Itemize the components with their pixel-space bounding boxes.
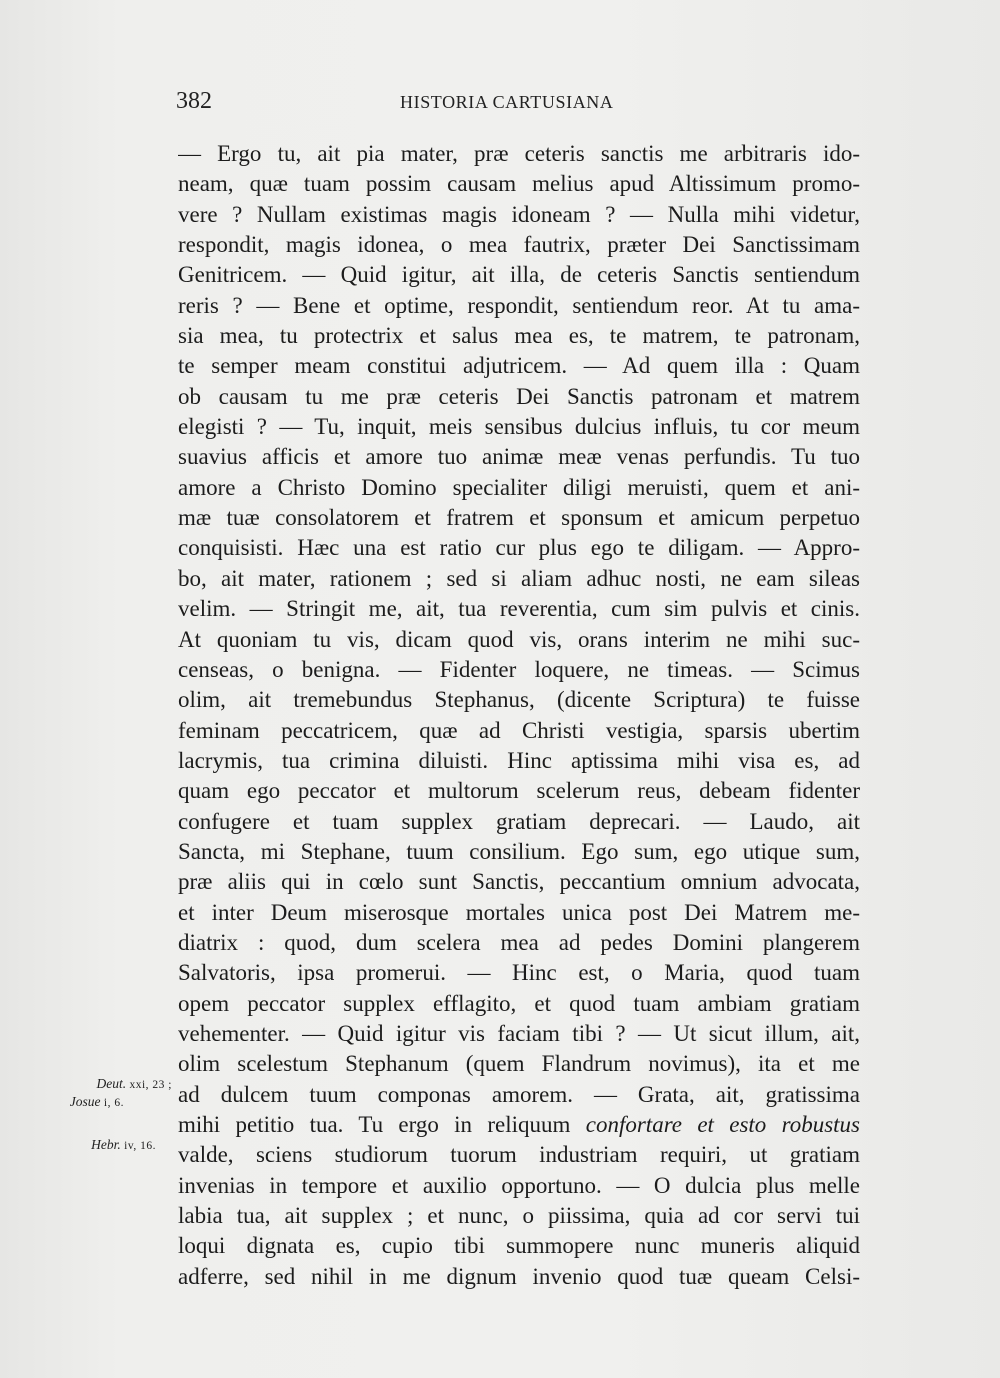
text-line: olim scelestum Stephanum (quem Flandrum novimus), ita et me [178,1051,860,1077]
text-line: opem peccator supplex efflagito, et quod tuam ambiam gratiam [178,990,860,1016]
text-line: sia mea, tu protectrix et salus mea es, te matrem, te patronam, [178,323,860,349]
text-line: mæ tuæ consolatorem et fratrem et sponsum et amicum perpetuo [178,505,860,531]
text-line: ob causam tu me præ ceteris Dei Sanctis patronam et matrem [178,383,860,409]
text-line: reris ? — Bene et optime, respondit, sentiendum reor. At tu ama- [178,292,860,318]
text-line: diatrix : quod, dum scelera mea ad pedes Domini plangerem [178,929,860,955]
text-line: te semper meam constitui adjutricem. — Ad quem illa : Quam [178,353,860,379]
margin-note: Deut. xxi, 23 ; [96,1076,172,1091]
text-line: olim, ait tremebundus Stephanus, (dicente Scriptura) te fuisse [178,687,860,713]
margin-note: Josue i, 6. [69,1094,124,1109]
italic-quotation: confortare et esto robustus [585,1112,860,1137]
text-line: lacrymis, tua crimina diluisti. Hinc aptissima mihi visa es, ad [178,747,860,773]
text-line: censeas, o benigna. — Fidenter loquere, ne timeas. — Scimus [178,656,860,682]
text-line: Sancta, mi Stephane, tuum consilium. Ego sum, ego utique sum, [178,838,860,864]
text-line: confugere et tuam supplex gratiam deprecari. — Laudo, ait [178,808,860,834]
text-line: respondit, magis idonea, o mea fautrix, præter Dei Sanctissimam [178,232,860,258]
text-line: — Ergo tu, ait pia mater, præ ceteris sanctis me arbitraris ido- [178,141,860,166]
text-line: invenias in tempore et auxilio opportuno. — O dulcia plus melle [178,1172,860,1198]
text-line: conquisisti. Hæc una est ratio cur plus ego te diligam. — Appro- [178,535,860,561]
margin-note: Hebr. iv, 16. [91,1137,156,1152]
text-line: vehementer. — Quid igitur vis faciam tibi ? — Ut sicut illum, ait, [178,1020,860,1046]
text-line: neam, quæ tuam possim causam melius apud Altissimum promo- [178,171,860,197]
body-text [178,139,860,1292]
text-line: At quoniam tu vis, dicam quod vis, orans interim ne mihi suc- [178,626,860,652]
text-line: amore a Christo Domino specialiter diligi meruisti, quem et ani- [178,474,860,500]
text-line: feminam peccatricem, quæ ad Christi vestigia, sparsis ubertim [178,717,860,743]
page-number: 382 [176,88,212,114]
text-line: elegisti ? — Tu, inquit, meis sensibus dulcius influis, tu cor meum [178,414,860,440]
text-line: loqui dignata es, cupio tibi summopere nunc muneris aliquid [178,1233,860,1259]
text-line: valde, sciens studiorum tuorum industriam requiri, ut gratiam [178,1142,860,1168]
running-title: HISTORIA CARTUSIANA [400,92,614,112]
text-line: præ aliis qui in cœlo sunt Sanctis, peccantium omnium advocata, [178,869,860,895]
text-line: bo, ait mater, rationem ; sed si aliam adhuc nosti, ne eam sileas [178,565,860,591]
text-line: suavius afficis et amore tuo animæ meæ venas perfundis. Tu tuo [178,444,860,470]
text-line: Salvatoris, ipsa promerui. — Hinc est, o Maria, quod tuam [178,960,860,986]
text-line: vere ? Nullam existimas magis idoneam ? — Nulla mihi videtur, [178,201,860,227]
text-line: adferre, sed nihil in me dignum invenio quod tuæ queam Celsi- [178,1263,860,1289]
text-line: labia tua, ait supplex ; et nunc, o piissima, quia ad cor servi tui [178,1203,860,1229]
text-line: quam ego peccator et multorum scelerum reus, debeam fidenter [178,778,860,804]
text-line: et inter Deum miserosque mortales unica post Dei Matrem me- [178,899,860,925]
text-line: velim. — Stringit me, ait, tua reverentia, cum sim pulvis et cinis. [178,596,860,622]
text-line: Genitricem. — Quid igitur, ait illa, de ceteris Sanctis sentiendum [178,262,860,288]
text-line: ad dulcem tuum componas amorem. — Grata, ait, gratissima [178,1081,860,1107]
text-line: mihi petitio tua. Tu ergo in reliquum confortare et esto robustus [178,1112,860,1137]
page-header [174,88,864,118]
